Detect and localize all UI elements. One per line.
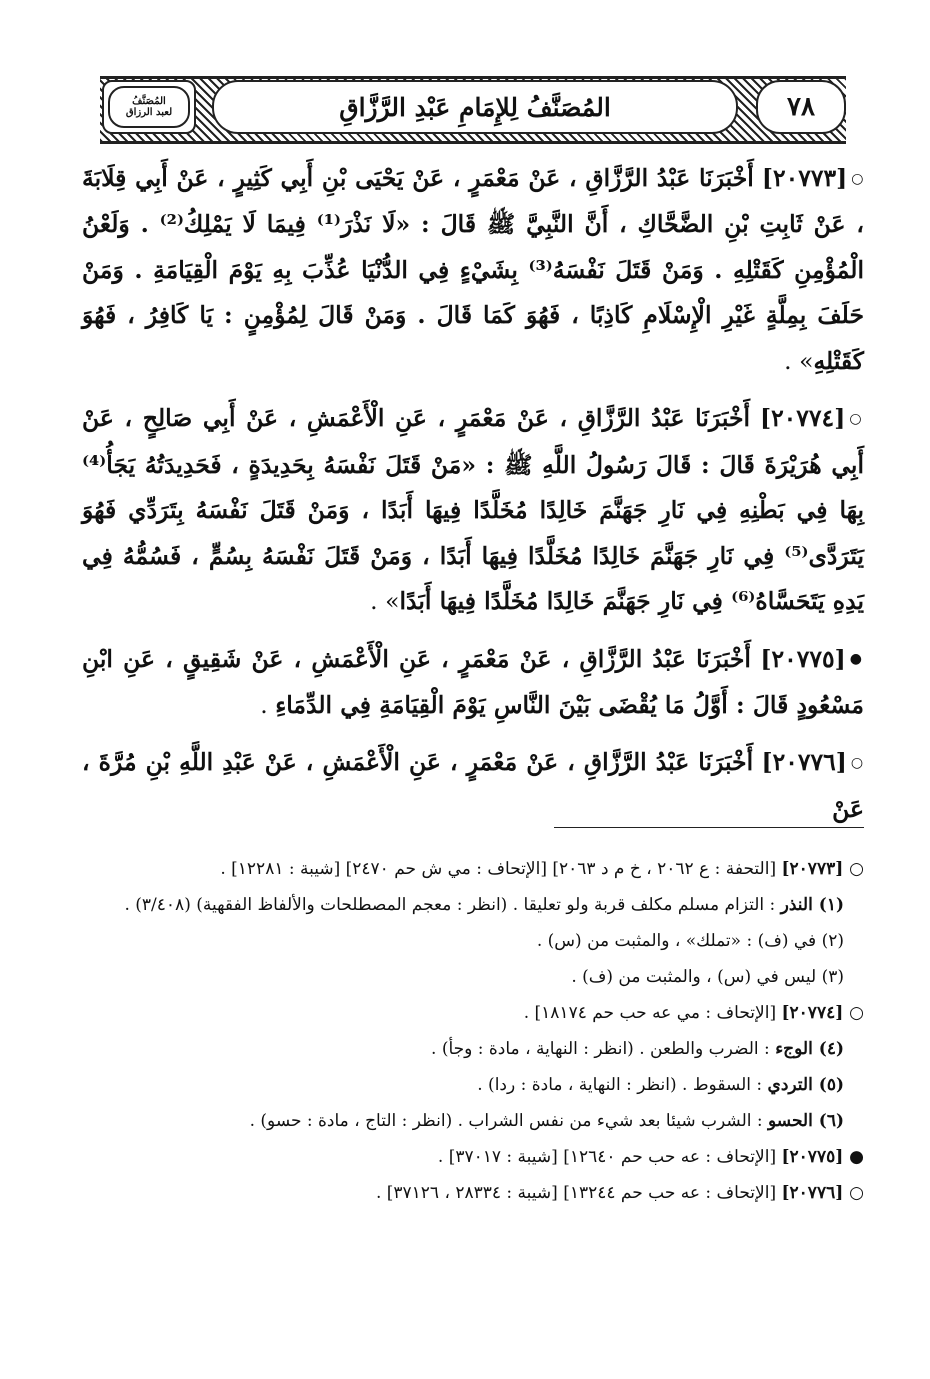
footnote — [82, 1104, 864, 1138]
logo-frame — [108, 86, 190, 128]
footnote-text: ليس في (س) ، والمثبت من (ف) . — [571, 967, 822, 987]
footnote-text: [الإتحاف : مي عه حب حم ١٨١٧٤] . — [523, 1003, 782, 1023]
logo-line-1: المُصَنَّفُ — [132, 96, 166, 107]
page-title: المُصَنَّفُ لِلإِمَامِ عَبْدِ الرَّزَّاقِ — [212, 80, 738, 134]
entry-end: » . — [784, 346, 814, 375]
footnote-label: ● [٢٠٧٧٥] — [781, 1147, 864, 1167]
footnote — [82, 924, 864, 958]
hadith-entry — [82, 637, 864, 729]
entry-matn: لَا نَذْرَ⁽¹⁾ فِيمَا لَا يَمْلِكُ⁽²⁾ . وَلَعْنُ الْمُؤْمِنِ كَقَتْلِهِ . وَمَنْ قَتَلَ نَفْسَهُ⁽³⁾ بِشَيْءٍ فِي الدُّنْيَا عُذِّبَ بِهِ يَوْمَ الْقِيَامَةِ . وَمَنْ حَلَفَ بِمِلَّةٍ غَيْرِ الْإِسْلَامِ كَاذِبًا ، فَهُوَ كَمَا قَالَ . وَمَنْ قَالَ لِمُؤْمِنٍ : يَا كَافِرُ ، فَهُوَ كَقَتْلِهِ — [82, 210, 864, 375]
footnote-label: (٢) — [821, 931, 844, 951]
footnotes — [82, 852, 864, 1212]
footnote-text: [الإتحاف : عه حب حم ١٢٦٤٠] [شيبة : ٣٧٠١٧] . — [437, 1147, 782, 1167]
entry-number: [٢٠٧٧٥] — [760, 644, 846, 673]
footnote-divider — [554, 827, 864, 828]
hadith-entry — [82, 156, 864, 384]
entry-marker: ○ — [849, 411, 864, 427]
entry-end: » . — [370, 587, 400, 615]
footnote-ref — [82, 852, 864, 886]
footnote-text: : الشرب شيئا بعد شيء من نفس الشراب . (انظر : التاج ، مادة : حسو) . — [249, 1111, 769, 1131]
entry-sanad: أَخْبَرَنَا عَبْدُ الرَّزَّاقِ ، عَنْ مَعْمَرٍ ، عَنِ الْأَعْمَشِ ، عَنْ شَقِيقٍ ، عَنِ ابْنِ مَسْعُودٍ قَالَ : — [82, 644, 864, 719]
page-number: ٧٨ — [756, 80, 846, 134]
entry-end: . — [260, 690, 276, 719]
footnote-label: (٦) الحسو — [768, 1111, 844, 1131]
logo-line-2: لعبد الرزاق — [125, 107, 173, 118]
entry-number: [٢٠٧٧٦] — [761, 748, 847, 777]
footnote-label: (٥) التردي — [767, 1075, 844, 1095]
footnote-label: (٣) — [821, 967, 844, 987]
footnote-text: في (ف) : «تملك» ، والمثبت من (س) . — [536, 931, 822, 951]
footnote-text: : الضرب والطعن . (انظر : النهاية ، مادة : وجأ) . — [431, 1039, 776, 1059]
entry-marker: ● — [849, 651, 864, 668]
footnote-label: ○ [٢٠٧٧٣] — [781, 859, 864, 879]
footnote-text: [التحفة : ع ٢٠٦٢ ، خ م د ٢٠٦٣] [الإتحاف : مي ش حم ٢٤٧٠] [شيبة : ١٢٢٨١] . — [220, 859, 782, 879]
footnote — [82, 960, 864, 994]
entry-marker: ○ — [851, 170, 864, 187]
entry-matn: مَنْ قَتَلَ نَفْسَهُ بِحَدِيدَةٍ ، فَحَدِيدَتُهُ يَجَأُ⁽⁴⁾ بِهَا فِي بَطْنِهِ فِي نَارِ جَهَنَّمَ خَالِدًا مُخَلَّدًا فِيهَا أَبَدًا ، وَمَنْ قَتَلَ نَفْسَهُ بِتَرَدِّي فَهُوَ يَتَرَدَّى⁽⁵⁾ فِي نَارِ جَهَنَّمَ خَالِدًا مُخَلَّدًا فِيهَا أَبَدًا ، وَمَنْ قَتَلَ نَفْسَهُ بِسُمٍّ ، فَسُمُّهُ فِي يَدِهِ يَتَحَسَّاهُ⁽⁶⁾ فِي نَارِ جَهَنَّمَ خَالِدًا مُخَلَّدًا فِيهَا أَبَدًا — [82, 450, 864, 615]
entry-number: [٢٠٧٧٤] — [759, 404, 846, 433]
hadith-entry — [82, 396, 864, 624]
footnote-label: ○ [٢٠٧٧٤] — [781, 1003, 864, 1023]
footnote-label: (٤) الوجء — [775, 1039, 844, 1059]
footnote-text: [الإتحاف : عه حب حم ١٣٢٤٤] [شيبة : ٢٨٣٣٤ ، ٣٧١٢٦] . — [375, 1183, 782, 1203]
footnote — [82, 1032, 864, 1066]
footnote-ref — [82, 1140, 864, 1174]
footnote-ref — [82, 996, 864, 1030]
entry-marker: ○ — [850, 755, 864, 771]
footnote-label: ○ [٢٠٧٧٦] — [781, 1183, 864, 1203]
footnote-text: : التزام مسلم مكلف قربة ولو تعليقا . (انظر : معجم المصطلحات والألفاظ الفقهية) (٣/٤٠٨) . — [124, 895, 781, 915]
entry-number: [٢٠٧٧٣] — [761, 164, 848, 192]
entry-sanad: أَخْبَرَنَا عَبْدُ الرَّزَّاقِ ، عَنْ مَعْمَرٍ ، عَنِ الْأَعْمَشِ ، عَنْ أَبِي صَالِحٍ ، عَنْ أَبِي هُرَيْرَةَ قَالَ : قَالَ رَسُولُ اللَّهِ ﷺ : « — [82, 404, 864, 479]
entry-sanad: أَخْبَرَنَا عَبْدُ الرَّزَّاقِ ، عَنْ مَعْمَرٍ ، عَنْ يَحْيَى بْنِ أَبِي كَثِيرٍ ، عَنْ أَبِي قِلَابَةَ ، عَنْ ثَابِتِ بْنِ الضَّحَّاكِ ، أَنَّ النَّبِيَّ ﷺ قَالَ : « — [82, 164, 865, 239]
footnote-ref — [82, 1176, 864, 1210]
entry-matn: أَوَّلُ مَا يُقْضَى بَيْنَ النَّاسِ يَوْمَ الْقِيَامَةِ فِي الدِّمَاءِ — [275, 690, 728, 719]
book-logo — [102, 80, 196, 134]
footnote-text: : السقوط . (انظر : النهاية ، مادة : ردا) . — [477, 1075, 768, 1095]
entry-sanad: أَخْبَرَنَا عَبْدُ الرَّزَّاقِ ، عَنْ مَعْمَرٍ ، عَنِ الْأَعْمَشِ ، عَنْ عَبْدِ اللَّهِ بْنِ مُرَّةَ ، عَنْ — [82, 748, 864, 823]
footnote-label: (١) النذر — [780, 895, 844, 915]
main-text — [82, 156, 864, 844]
footnote — [82, 888, 864, 922]
hadith-entry — [82, 740, 864, 832]
footnote — [82, 1068, 864, 1102]
